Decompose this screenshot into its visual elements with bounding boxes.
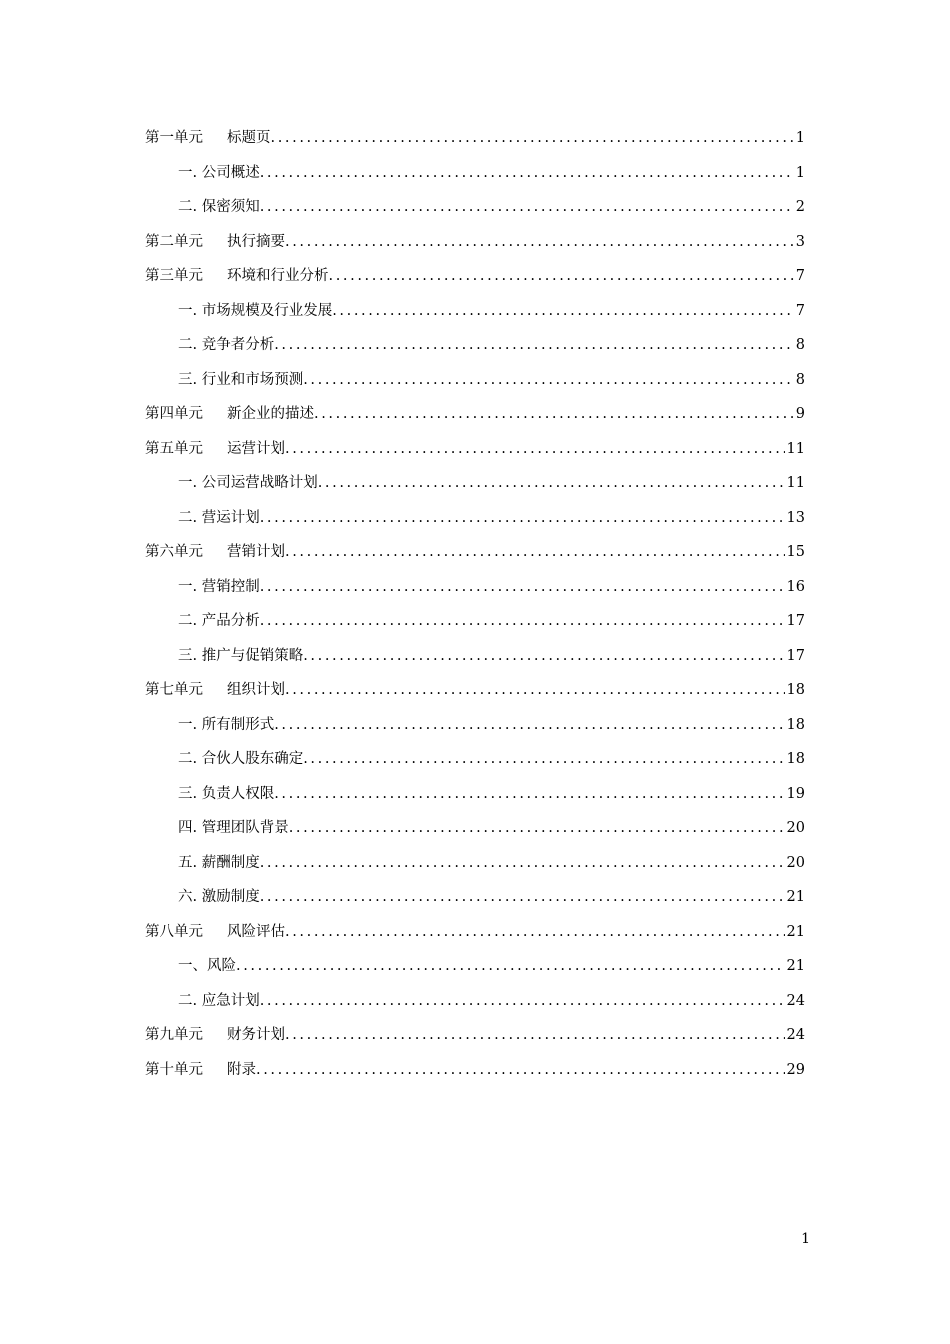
- toc-page-number: 21: [786, 958, 805, 974]
- toc-dot-leader: [303, 363, 794, 398]
- toc-dot-leader: [285, 535, 785, 570]
- toc-page-number: 11: [786, 440, 805, 457]
- toc-section-entry[interactable]: [145, 466, 805, 501]
- toc-page-number: 20: [786, 820, 805, 836]
- toc-unit-label: 第三单元: [145, 268, 203, 284]
- toc-dot-leader: [303, 742, 784, 777]
- toc-unit-label: 第六单元: [145, 544, 203, 560]
- toc-section-entry[interactable]: [145, 328, 805, 363]
- toc-unit-label: 第八单元: [145, 923, 203, 940]
- toc-section-entry[interactable]: [145, 570, 805, 605]
- toc-entry-title: [178, 570, 260, 605]
- toc-dot-leader: [260, 501, 785, 536]
- toc-entry-title: [178, 604, 260, 639]
- toc-section-entry[interactable]: [145, 604, 805, 639]
- toc-entry-title: [178, 742, 303, 777]
- toc-page-number: 24: [786, 1027, 805, 1043]
- toc-page-number: 21: [786, 889, 805, 905]
- toc-title-text: 二. 保密须知: [178, 199, 260, 215]
- toc-section-entry[interactable]: [145, 294, 805, 329]
- toc-section-entry[interactable]: [145, 949, 805, 984]
- toc-entry-title: [178, 846, 260, 881]
- toc-entry-title: [178, 777, 274, 812]
- toc-page-number: 19: [786, 785, 805, 802]
- toc-title-text: 执行摘要: [227, 233, 285, 250]
- toc-unit-label: 第一单元: [145, 130, 203, 146]
- toc-title-text: 环境和行业分析: [227, 268, 329, 284]
- toc-title-text: 风险评估: [227, 923, 285, 940]
- toc-entry-title: [178, 190, 260, 225]
- toc-dot-leader: [260, 880, 785, 915]
- toc-unit-entry[interactable]: [145, 1018, 805, 1053]
- toc-section-entry[interactable]: [145, 708, 805, 743]
- toc-title-text: 财务计划: [227, 1027, 285, 1043]
- page-number: 1: [801, 1231, 810, 1247]
- toc-dot-leader: [271, 121, 794, 156]
- toc-dot-leader: [318, 466, 785, 501]
- toc-title-text: 一. 所有制形式: [178, 716, 275, 733]
- toc-entry-title: [178, 156, 260, 191]
- toc-dot-leader: [256, 1053, 785, 1088]
- toc-unit-entry[interactable]: [145, 397, 805, 432]
- toc-section-entry[interactable]: [145, 190, 805, 225]
- toc-dot-leader: [260, 604, 785, 639]
- toc-page-number: 18: [786, 751, 805, 767]
- toc-dot-leader: [329, 259, 794, 294]
- toc-dot-leader: [303, 639, 784, 674]
- toc-page-number: 3: [795, 233, 805, 250]
- toc-title-text: 营销计划: [227, 544, 285, 560]
- toc-title-text: 二. 合伙人股东确定: [178, 751, 304, 767]
- toc-page-number: 9: [795, 406, 805, 422]
- toc-page-number: 7: [795, 268, 805, 284]
- toc-page-number: 17: [786, 647, 805, 664]
- toc-title-text: 五. 薪酬制度: [178, 854, 260, 871]
- toc-dot-leader: [285, 432, 785, 467]
- table-of-contents: [145, 121, 805, 1087]
- toc-section-entry[interactable]: [145, 811, 805, 846]
- toc-dot-leader: [285, 673, 785, 708]
- toc-title-text: 二. 竞争者分析: [178, 337, 275, 353]
- toc-dot-leader: [274, 708, 784, 743]
- toc-title-text: 新企业的描述: [227, 406, 314, 422]
- toc-page-number: 20: [786, 854, 805, 871]
- toc-dot-leader: [260, 984, 785, 1019]
- toc-unit-label: 第二单元: [145, 233, 203, 250]
- toc-entry-title: [145, 259, 329, 294]
- toc-title-text: 一. 公司运营战略计划: [178, 475, 318, 491]
- toc-title-text: 二. 产品分析: [178, 613, 260, 629]
- toc-dot-leader: [260, 570, 785, 605]
- toc-page-number: 13: [786, 509, 805, 526]
- toc-page-number: 18: [786, 682, 805, 698]
- toc-entry-title: [145, 397, 314, 432]
- toc-dot-leader: [274, 777, 784, 812]
- toc-entry-title: [145, 673, 285, 708]
- toc-entry-title: [178, 363, 303, 398]
- toc-page-number: 16: [786, 578, 805, 595]
- toc-title-text: 三. 推广与促销策略: [178, 647, 304, 664]
- toc-entry-title: [178, 708, 274, 743]
- toc-dot-leader: [289, 811, 785, 846]
- toc-page-number: 24: [786, 992, 805, 1009]
- toc-page-number: 8: [795, 337, 805, 353]
- toc-title-text: 一. 市场规模及行业发展: [178, 302, 333, 319]
- toc-section-entry[interactable]: [145, 777, 805, 812]
- toc-entry-title: [145, 1053, 256, 1088]
- toc-unit-entry[interactable]: [145, 121, 805, 156]
- toc-dot-leader: [260, 156, 794, 191]
- toc-section-entry[interactable]: [145, 501, 805, 536]
- toc-entry-title: [178, 294, 332, 329]
- toc-unit-label: 第十单元: [145, 1061, 203, 1078]
- toc-dot-leader: [236, 949, 785, 984]
- toc-entry-title: [178, 811, 289, 846]
- toc-section-entry[interactable]: [145, 846, 805, 881]
- toc-entry-title: [145, 1018, 285, 1053]
- toc-section-entry[interactable]: [145, 984, 805, 1019]
- toc-unit-entry[interactable]: [145, 432, 805, 467]
- toc-page-number: 21: [786, 923, 805, 940]
- toc-page-number: 17: [786, 613, 805, 629]
- toc-entry-title: [145, 225, 285, 260]
- toc-title-text: 二. 应急计划: [178, 992, 260, 1009]
- toc-dot-leader: [260, 846, 785, 881]
- toc-page-number: 8: [795, 371, 805, 388]
- toc-title-text: 三. 负责人权限: [178, 785, 275, 802]
- toc-unit-entry[interactable]: [145, 535, 805, 570]
- toc-entry-title: [145, 535, 285, 570]
- toc-section-entry[interactable]: [145, 742, 805, 777]
- toc-title-text: 一. 营销控制: [178, 578, 260, 595]
- toc-entry-title: [145, 432, 285, 467]
- toc-unit-entry[interactable]: [145, 915, 805, 950]
- toc-dot-leader: [285, 915, 785, 950]
- toc-entry-title: [145, 915, 285, 950]
- toc-entry-title: [178, 328, 274, 363]
- toc-page-number: 15: [786, 544, 805, 560]
- toc-entry-title: [178, 949, 236, 984]
- toc-unit-entry[interactable]: [145, 259, 805, 294]
- toc-unit-entry[interactable]: [145, 225, 805, 260]
- toc-title-text: 一. 公司概述: [178, 164, 260, 181]
- toc-title-text: 四. 管理团队背景: [178, 820, 289, 836]
- toc-title-text: 组织计划: [227, 682, 285, 698]
- toc-dot-leader: [274, 328, 794, 363]
- toc-unit-entry[interactable]: [145, 673, 805, 708]
- toc-dot-leader: [285, 225, 794, 260]
- toc-title-text: 三. 行业和市场预测: [178, 371, 304, 388]
- toc-entry-title: [178, 984, 260, 1019]
- toc-title-text: 一、风险: [178, 958, 236, 974]
- toc-title-text: 标题页: [227, 130, 271, 146]
- toc-dot-leader: [285, 1018, 785, 1053]
- toc-page-number: 1: [795, 130, 805, 146]
- toc-entry-title: [178, 880, 260, 915]
- toc-page-number: 11: [786, 475, 805, 491]
- toc-title-text: 二. 营运计划: [178, 509, 260, 526]
- toc-entry-title: [178, 639, 303, 674]
- toc-dot-leader: [314, 397, 794, 432]
- toc-section-entry[interactable]: [145, 880, 805, 915]
- toc-dot-leader: [260, 190, 794, 225]
- toc-entry-title: [178, 466, 318, 501]
- toc-unit-label: 第五单元: [145, 440, 203, 457]
- toc-unit-label: 第七单元: [145, 682, 203, 698]
- toc-unit-label: 第四单元: [145, 406, 203, 422]
- toc-page-number: 29: [786, 1061, 805, 1078]
- toc-section-entry[interactable]: [145, 156, 805, 191]
- toc-section-entry[interactable]: [145, 363, 805, 398]
- toc-dot-leader: [332, 294, 794, 329]
- toc-page-number: 7: [795, 302, 805, 319]
- toc-entry-title: [178, 501, 260, 536]
- toc-section-entry[interactable]: [145, 639, 805, 674]
- toc-page-number: 1: [795, 164, 805, 181]
- toc-title-text: 六. 激励制度: [178, 889, 260, 905]
- toc-title-text: 运营计划: [227, 440, 285, 457]
- toc-entry-title: [145, 121, 271, 156]
- toc-title-text: 附录: [227, 1061, 256, 1078]
- toc-unit-entry[interactable]: [145, 1053, 805, 1088]
- toc-unit-label: 第九单元: [145, 1027, 203, 1043]
- toc-page-number: 18: [786, 716, 805, 733]
- toc-page-number: 2: [795, 199, 805, 215]
